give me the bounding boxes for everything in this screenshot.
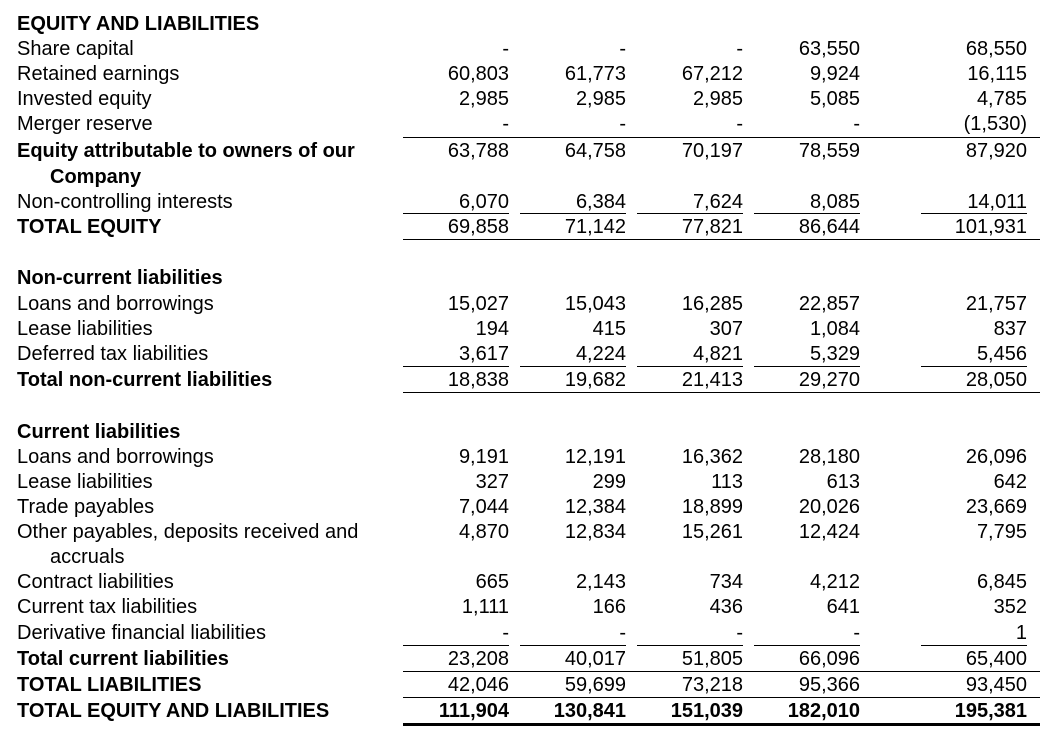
row-value: 22,857	[798, 293, 860, 315]
row	[0, 420, 1052, 445]
row	[0, 545, 1052, 570]
row-value: 26,096	[965, 446, 1027, 468]
row-value: 7,044	[458, 496, 509, 518]
row	[0, 112, 1052, 137]
row-label: Other payables, deposits received and	[17, 521, 359, 543]
row-value: 65,400	[965, 648, 1027, 670]
row	[0, 317, 1052, 342]
row-value: 23,208	[447, 648, 509, 670]
row-value: 77,821	[681, 216, 743, 238]
subtotal-underline	[520, 366, 626, 367]
row-value: 28,180	[798, 446, 860, 468]
row-value: 194	[475, 318, 509, 340]
row-label: TOTAL LIABILITIES	[17, 674, 202, 696]
row	[0, 495, 1052, 520]
row-label: Share capital	[17, 38, 134, 60]
row-value: 4,785	[976, 88, 1027, 110]
row-value: -	[619, 38, 626, 60]
row-value: 63,788	[447, 140, 509, 162]
row-value: 6,384	[575, 191, 626, 213]
row-value: 6,845	[976, 571, 1027, 593]
row-label: Retained earnings	[17, 63, 180, 85]
row-value: 415	[592, 318, 626, 340]
row-value: 166	[592, 596, 626, 618]
row	[0, 595, 1052, 620]
subtotal-underline	[403, 213, 509, 214]
row-value: 71,142	[564, 216, 626, 238]
row-value: -	[502, 113, 509, 135]
row-value: 641	[826, 596, 860, 618]
subtotal-underline	[754, 366, 860, 367]
row-label: EQUITY AND LIABILITIES	[17, 13, 260, 35]
row-value: 86,644	[798, 216, 860, 238]
row-value: 1	[1015, 622, 1027, 644]
row-value: -	[619, 113, 626, 135]
row-value: 299	[592, 471, 626, 493]
row-label: Derivative financial liabilities	[17, 622, 266, 644]
row-value: 15,261	[681, 521, 743, 543]
row-value: 9,191	[458, 446, 509, 468]
row-value: -	[736, 113, 743, 135]
row	[0, 266, 1052, 291]
total-underline	[403, 697, 1040, 698]
subtotal-underline	[754, 645, 860, 646]
subtotal-underline	[637, 213, 743, 214]
row-label: Equity attributable to owners of our	[17, 140, 355, 162]
row	[0, 215, 1052, 240]
row-value: 9,924	[809, 63, 860, 85]
subtotal-underline	[637, 366, 743, 367]
row-label: Deferred tax liabilities	[17, 343, 209, 365]
row	[0, 673, 1052, 698]
row-value: 613	[826, 471, 860, 493]
row	[0, 37, 1052, 62]
row-value: 2,143	[575, 571, 626, 593]
row-value: 16,285	[681, 293, 743, 315]
row-label: Invested equity	[17, 88, 152, 110]
row-label: Total non-current liabilities	[17, 369, 273, 391]
row	[0, 62, 1052, 87]
row-label: TOTAL EQUITY AND LIABILITIES	[17, 700, 330, 722]
row-label: Loans and borrowings	[17, 293, 214, 315]
row-value: 734	[709, 571, 743, 593]
row-label: Total current liabilities	[17, 648, 229, 670]
row-value: 87,920	[965, 140, 1027, 162]
total-underline	[403, 137, 1040, 138]
row-value: 12,424	[798, 521, 860, 543]
row-value: 307	[709, 318, 743, 340]
row-value: 195,381	[954, 700, 1027, 722]
row-value: 4,224	[575, 343, 626, 365]
row-value: 6,070	[458, 191, 509, 213]
row-value: 5,456	[976, 343, 1027, 365]
subtotal-underline	[754, 213, 860, 214]
row-value: 40,017	[564, 648, 626, 670]
row-value: 18,899	[681, 496, 743, 518]
row-label: Non-controlling interests	[17, 191, 233, 213]
row	[0, 699, 1052, 724]
row	[0, 621, 1052, 646]
row-value: 23,669	[965, 496, 1027, 518]
row-value: 69,858	[447, 216, 509, 238]
row-value: 59,699	[564, 674, 626, 696]
row-value: 64,758	[564, 140, 626, 162]
row-label: Non-current liabilities	[17, 267, 223, 289]
row-value: 61,773	[564, 63, 626, 85]
row-value: 5,329	[809, 343, 860, 365]
row-value: 436	[709, 596, 743, 618]
row	[0, 292, 1052, 317]
row-label: Contract liabilities	[17, 571, 174, 593]
row-value: 327	[475, 471, 509, 493]
row-value: 151,039	[670, 700, 743, 722]
row-value: 63,550	[798, 38, 860, 60]
row-label: Company	[50, 166, 142, 188]
row-value: 15,027	[447, 293, 509, 315]
row-value: 14,011	[967, 191, 1027, 213]
row-value: 8,085	[809, 191, 860, 213]
row	[0, 165, 1052, 190]
row-label: Current tax liabilities	[17, 596, 198, 618]
subtotal-underline	[403, 366, 509, 367]
row-value: 352	[993, 596, 1027, 618]
row	[0, 368, 1052, 393]
row-value: 113	[711, 471, 743, 493]
row	[0, 342, 1052, 367]
subtotal-underline	[520, 645, 626, 646]
row-value: (1,530)	[963, 113, 1027, 135]
row	[0, 190, 1052, 215]
row-label: TOTAL EQUITY	[17, 216, 162, 238]
total-underline	[403, 723, 1040, 726]
row	[0, 139, 1052, 164]
row-value: 78,559	[798, 140, 860, 162]
row-value: 1,111	[461, 596, 509, 618]
row-value: 12,834	[564, 521, 626, 543]
row-value: 2,985	[458, 88, 509, 110]
row-value: 7,795	[976, 521, 1027, 543]
row-value: -	[502, 38, 509, 60]
subtotal-underline	[921, 366, 1027, 367]
row-value: 29,270	[798, 369, 860, 391]
row-value: 18,838	[447, 369, 509, 391]
row-value: 4,870	[458, 521, 509, 543]
row-value: 68,550	[965, 38, 1027, 60]
row-value: 67,212	[681, 63, 743, 85]
row-value: -	[736, 622, 743, 644]
row-label: Lease liabilities	[17, 471, 153, 493]
row-label: Loans and borrowings	[17, 446, 214, 468]
row-value: 4,821	[692, 343, 743, 365]
row-value: 665	[475, 571, 509, 593]
row-value: 111,904	[438, 700, 509, 722]
total-underline	[403, 392, 1040, 393]
row	[0, 12, 1052, 37]
row-value: 16,362	[681, 446, 743, 468]
subtotal-underline	[637, 645, 743, 646]
row-value: 70,197	[681, 140, 743, 162]
row-value: 16,115	[967, 63, 1027, 85]
row-value: 21,413	[681, 369, 743, 391]
subtotal-underline	[921, 213, 1027, 214]
total-underline	[403, 239, 1040, 240]
row-value: 12,384	[564, 496, 626, 518]
row-label: Lease liabilities	[17, 318, 153, 340]
row-value: 1,084	[809, 318, 860, 340]
row-value: 20,026	[798, 496, 860, 518]
row-label: Merger reserve	[17, 113, 153, 135]
row-value: 837	[993, 318, 1027, 340]
row-value: 7,624	[692, 191, 743, 213]
row	[0, 647, 1052, 672]
row-label: Current liabilities	[17, 421, 181, 443]
subtotal-underline	[520, 213, 626, 214]
row-value: 73,218	[681, 674, 743, 696]
row-value: 19,682	[564, 369, 626, 391]
total-underline	[403, 671, 1040, 672]
row	[0, 470, 1052, 495]
row-label: accruals	[50, 546, 125, 568]
row-value: 93,450	[965, 674, 1027, 696]
row	[0, 570, 1052, 595]
row-value: 182,010	[787, 700, 860, 722]
row-value: 95,366	[798, 674, 860, 696]
row-value: 5,085	[809, 88, 860, 110]
row-value: 3,617	[458, 343, 509, 365]
row-value: 66,096	[798, 648, 860, 670]
row-value: -	[736, 38, 743, 60]
row-value: -	[502, 622, 509, 644]
row	[0, 445, 1052, 470]
row-value: 51,805	[681, 648, 743, 670]
row-value: 60,803	[447, 63, 509, 85]
row	[0, 87, 1052, 112]
row-value: 2,985	[575, 88, 626, 110]
row-value: 28,050	[965, 369, 1027, 391]
row-value: 642	[993, 471, 1027, 493]
row-value: 12,191	[564, 446, 626, 468]
subtotal-underline	[403, 645, 509, 646]
row-value: 42,046	[447, 674, 509, 696]
row-label: Trade payables	[17, 496, 155, 518]
row-value: 21,757	[965, 293, 1027, 315]
row-value: 130,841	[553, 700, 626, 722]
row-value: 15,043	[564, 293, 626, 315]
row-value: 4,212	[809, 571, 860, 593]
row	[0, 520, 1052, 545]
row-value: -	[853, 622, 860, 644]
row-value: 101,931	[954, 216, 1027, 238]
subtotal-underline	[921, 645, 1027, 646]
row-value: 2,985	[692, 88, 743, 110]
row-value: -	[619, 622, 626, 644]
row-value: -	[853, 113, 860, 135]
